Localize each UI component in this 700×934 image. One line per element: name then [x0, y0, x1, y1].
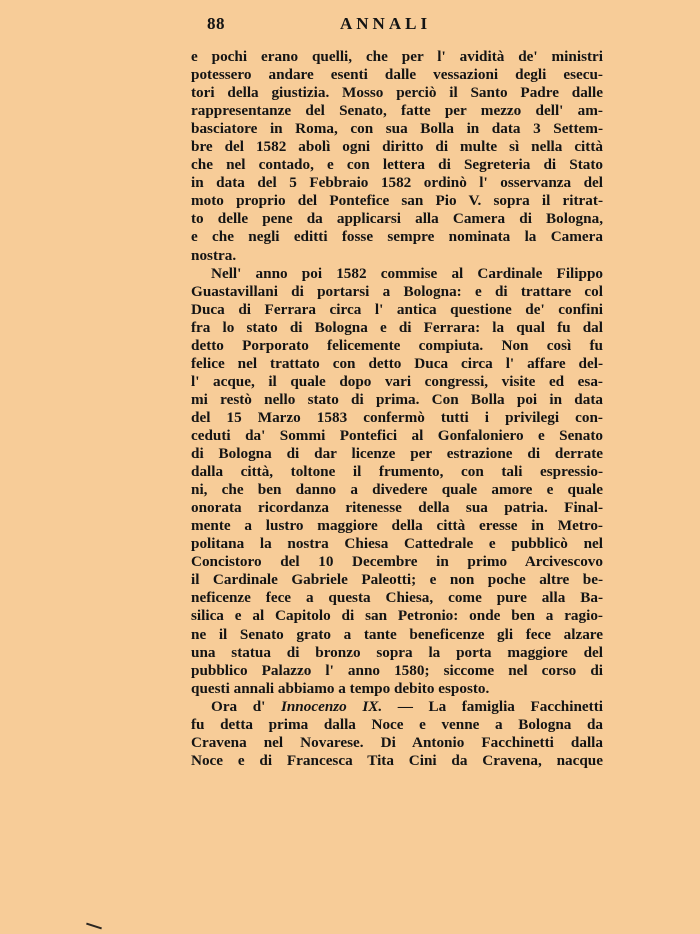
text-line: di Bologna di dar licenze per estrazione di derrate [191, 445, 603, 463]
text-line: rappresentanze del Senato, fatte per mezzo dell' am- [191, 102, 603, 120]
text-line: bre del 1582 abolì ogni diritto di multe sì nella città [191, 138, 603, 156]
paragraph-start-line [191, 698, 603, 716]
paragraph-start-line: Nell' anno poi 1582 commise al Cardinale Filippo [211, 264, 603, 282]
text-line: fra lo stato di Bologna e di Ferrara: la qual fu dal [191, 318, 603, 336]
text-line: una statua di bronzo sopra la porta maggiore del [191, 643, 603, 661]
text-line: moto proprio del Pontefice san Pio V. sopra il ritrat- [191, 192, 603, 210]
paragraph-end-line: nostra. [191, 246, 237, 264]
text-line: Duca di Ferrara circa l' antica questione de' confini [191, 300, 603, 318]
text-line: Concistoro del 10 Decembre in primo Arcivescovo [191, 553, 603, 571]
text-line: Guastavillani di portarsi a Bologna: e di trattare col [191, 282, 603, 300]
text-line: ne il Senato grato a tante beneficenze gli fece alzare [191, 625, 603, 643]
text-line: felice nel trattato con detto Duca circa l' affare del- [191, 354, 603, 372]
text-line: fu detta prima dalla Noce e venne a Bologna da [191, 715, 603, 733]
text-line: potessero andare esenti dalle vessazioni degli esecu- [191, 66, 603, 84]
text-line: dalla città, toltone il frumento, con tali espressio- [191, 463, 603, 481]
text-line: ni, che ben danno a divedere quale amore e quale [191, 481, 603, 499]
text-line: politana la nostra Chiesa Cattedrale e pubblicò nel [191, 535, 603, 553]
text-line: in data del 5 Febbraio 1582 ordinò l' osservanza del [191, 174, 603, 192]
page-number: 88 [207, 14, 225, 33]
text-span: Ora d' [211, 697, 281, 715]
scan-mark [86, 923, 102, 930]
text-span: — La famiglia Facchinetti [382, 697, 603, 715]
text-line: e che negli editti fosse sempre nominata la Camera [191, 228, 603, 246]
text-line: mi restò nello stato di prima. Con Bolla poi in data [191, 390, 603, 408]
text-line: del 15 Marzo 1583 confermò tutti i privilegi con- [191, 408, 603, 426]
running-head [190, 14, 603, 38]
text-line: to delle pene da applicarsi alla Camera di Bologna, [191, 210, 603, 228]
text-line: che nel contado, e con lettera di Segreteria di Stato [191, 156, 603, 174]
text-line: ceduti da' Sommi Pontefici al Gonfaloniero e Senato [191, 426, 603, 444]
text-line: silica e al Capitolo di san Petronio: onde ben a ragio- [191, 607, 603, 625]
text-line: Cravena nel Novarese. Di Antonio Facchinetti dalla [191, 733, 603, 751]
text-line: onorata ricordanza ritenesse della sua patria. Final- [191, 499, 603, 517]
paragraph-end-line: questi annali abbiamo a tempo debito esposto. [191, 679, 490, 697]
text-line: e pochi erano quelli, che per l' avidità de' ministri [191, 48, 603, 65]
text-line: basciatore in Roma, con sua Bolla in data 3 Settem- [191, 120, 603, 138]
text-line: Noce e di Francesca Tita Cini da Cravena, nacque [191, 751, 603, 769]
italic-title: Innocenzo IX. [280, 697, 383, 715]
text-line: mente a lustro maggiore della città eresse in Metro- [191, 517, 603, 535]
running-title: ANNALI [340, 14, 432, 33]
text-line: pubblico Palazzo l' anno 1580; siccome nel corso di [191, 661, 603, 679]
text-line: neficenze fece a questa Chiesa, come pure alla Ba- [191, 589, 603, 607]
text-line: detto Porporato felicemente compiuta. Non così fu [191, 336, 603, 354]
text-line: tori della giustizia. Mosso perciò il Santo Padre dalle [191, 84, 603, 102]
body-text [191, 48, 603, 770]
text-line: l' acque, il quale dopo vari congressi, visite ed esa- [191, 372, 603, 390]
text-line: il Cardinale Gabriele Paleotti; e non poche altre be- [191, 571, 603, 589]
